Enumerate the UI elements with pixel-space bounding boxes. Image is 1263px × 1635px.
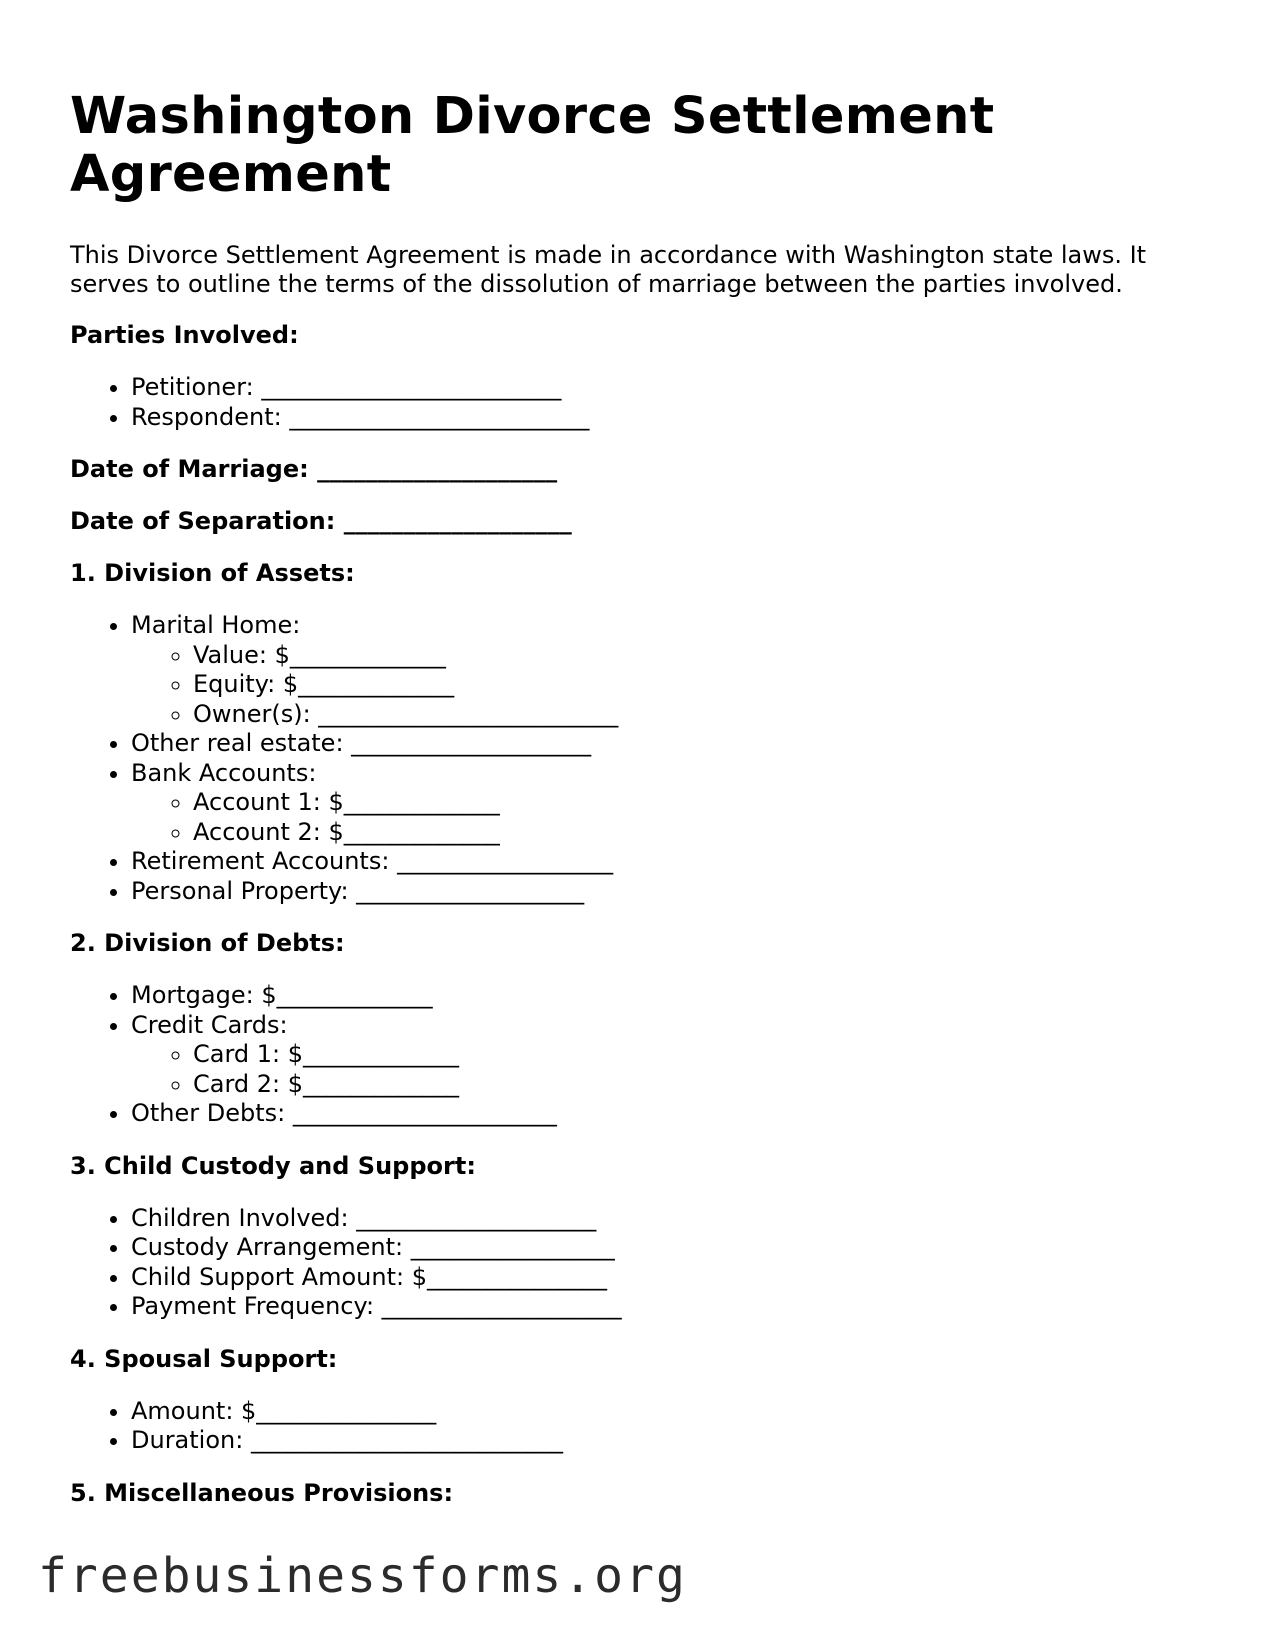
payment-frequency-field: • Payment Frequency: ____________________	[131, 1292, 1200, 1322]
parties-list	[70, 373, 1200, 432]
card-2-field: ◦ Card 2: $_____________	[193, 1070, 1200, 1100]
home-equity-field: ◦ Equity: $_____________	[193, 670, 1200, 700]
other-debts-field: • Other Debts: ______________________	[131, 1099, 1200, 1129]
watermark: freebusinessforms.org	[38, 1548, 687, 1604]
marital-home-label: Marital Home:	[131, 611, 301, 639]
document-title: Washington Divorce Settlement Agreement	[70, 87, 995, 204]
card-1-field: ◦ Card 1: $_____________	[193, 1040, 1200, 1070]
parties-heading: Parties Involved:	[70, 321, 299, 349]
bank-accounts-sublist	[131, 788, 1200, 847]
debts-list	[70, 981, 1200, 1129]
child-support-amount-field: • Child Support Amount: $_______________	[131, 1263, 1200, 1293]
spousal-support-list	[70, 1397, 1200, 1456]
other-real-estate-field: • Other real estate: ____________________	[131, 729, 1200, 759]
spousal-amount-field: • Amount: $_______________	[131, 1397, 1200, 1427]
assets-list	[70, 611, 1200, 906]
debts-heading: 2. Division of Debts:	[70, 929, 345, 957]
credit-cards-item	[131, 1011, 1200, 1100]
account-2-field: ◦ Account 2: $_____________	[193, 818, 1200, 848]
marital-home-item	[131, 611, 1200, 729]
intro-paragraph: This Divorce Settlement Agreement is made in accordance with Washington state laws. It serves to outline the terms of the dissolution of marriage between the parties involved.	[70, 241, 1147, 298]
misc-provisions-heading: 5. Miscellaneous Provisions:	[70, 1478, 454, 1507]
mortgage-field: • Mortgage: $_____________	[131, 981, 1200, 1011]
spousal-duration-field: • Duration: __________________________	[131, 1426, 1200, 1456]
credit-cards-sublist	[131, 1040, 1200, 1099]
custody-arrangement-field: • Custody Arrangement: _________________	[131, 1233, 1200, 1263]
spousal-support-heading: 4. Spousal Support:	[70, 1344, 338, 1373]
home-owners-field: ◦ Owner(s): _________________________	[193, 700, 1200, 730]
petitioner-field: • Petitioner: _________________________	[131, 373, 1200, 403]
custody-heading: 3. Child Custody and Support:	[70, 1151, 476, 1180]
custody-list	[70, 1204, 1200, 1322]
credit-cards-label: Credit Cards:	[131, 1010, 288, 1039]
marital-home-sublist	[131, 641, 1200, 730]
date-of-marriage-field: Date of Marriage: ____________________	[70, 455, 558, 483]
bank-accounts-label: Bank Accounts:	[131, 758, 317, 787]
retirement-accounts-field: • Retirement Accounts: __________________	[131, 847, 1200, 877]
date-of-separation-field: Date of Separation: ___________________	[70, 507, 572, 535]
bank-accounts-item	[131, 759, 1200, 848]
account-1-field: ◦ Account 1: $_____________	[193, 788, 1200, 818]
document-page	[70, 88, 1200, 1531]
children-involved-field: • Children Involved: ____________________	[131, 1204, 1200, 1234]
home-value-field: ◦ Value: $_____________	[193, 641, 1200, 671]
assets-heading: 1. Division of Assets:	[70, 559, 355, 587]
respondent-field: • Respondent: _________________________	[131, 403, 1200, 433]
personal-property-field: • Personal Property: ___________________	[131, 877, 1200, 907]
